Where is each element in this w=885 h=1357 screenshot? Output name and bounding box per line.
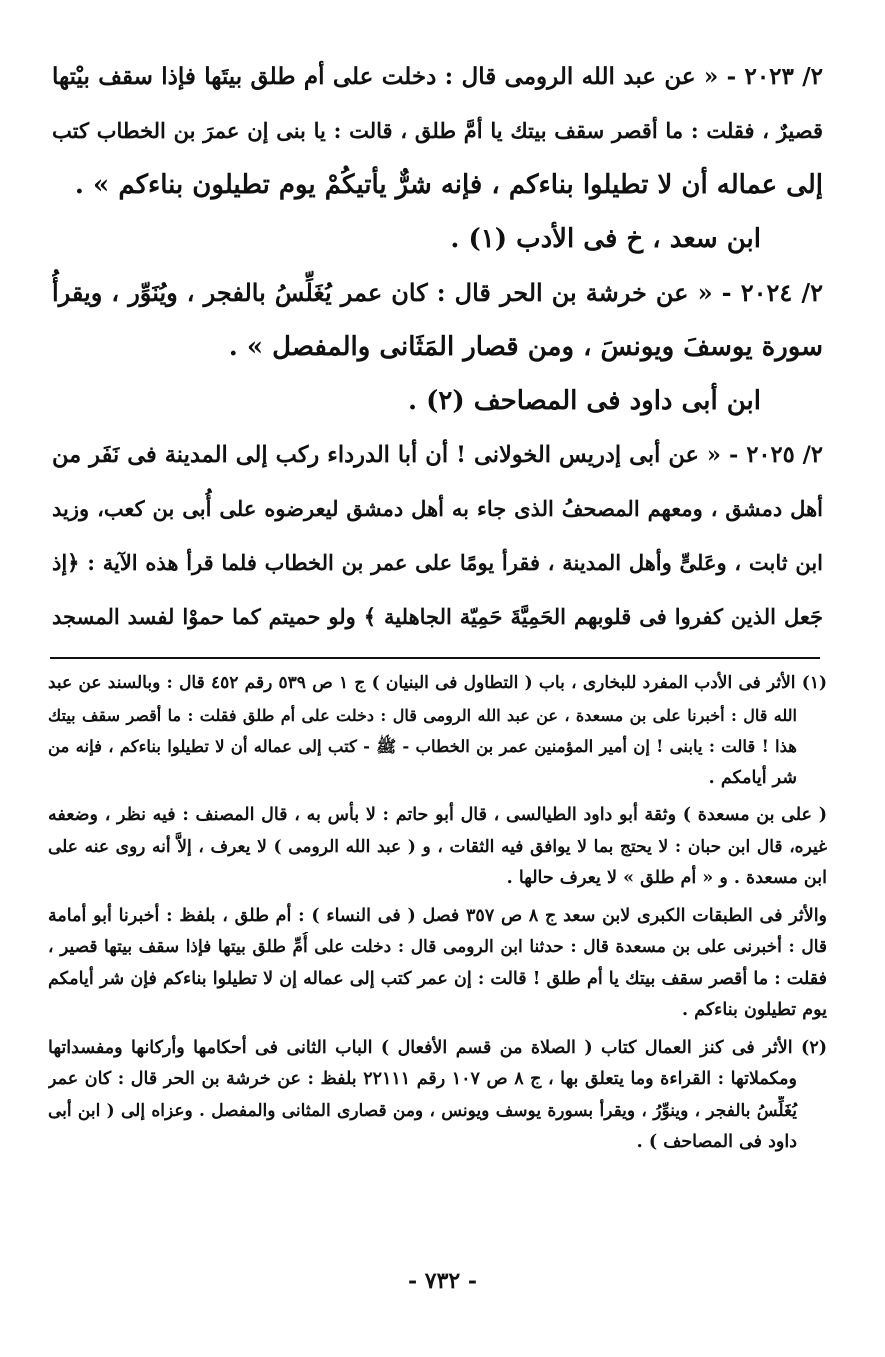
footnote-line: داود فى المصاحف ) . — [636, 1132, 797, 1152]
footnote-line: شر أيامكم . — [708, 767, 797, 788]
footnote-line: ( على بن مسعدة ) وثقة أبو داود الطيالسى ، قال أبو حاتم : لا بأس به ، قال المصنف : فيه نظر ، وضعفه — [48, 805, 827, 825]
main-text-line: ٢/ ٢٠٢٣ - « عن عبد الله الرومى قال : دخلت على أم طلق بيتَها فإذا سقف بيْتها — [52, 63, 823, 90]
main-text-line: سورة يوسفَ ويونسَ ، ومن قصار المَثَانى والمفصل » . — [228, 332, 823, 362]
main-text-line: قصيرٌ ، فقلت : ما أقصر سقف بيتك يا أمَّ طلق ، قالت : يا بنى إن عمرَ بن الخطاب كتب — [52, 118, 823, 143]
footnote-line: ابن مسعدة . و « أم طلق » لا يعرف حالها . — [506, 868, 827, 888]
footnote-line: قال : أخبرنى على بن مسعدة قال : حدثنا ابن الرومى قال : دخلت على أُمِّ طلق بيتها فإذا سقف بيتها قصير ، — [48, 937, 827, 957]
footnote-line: غيره، قال ابن حبان : لا يحتج بما لا يوافق فيه الثقات ، و ( عبد الله الرومى ) لا يعرف ، إلاَّ أنه روى عنه على — [48, 836, 827, 857]
footnotes-block — [48, 668, 827, 1159]
footnote-divider — [50, 657, 820, 659]
footnote-line: يُغَلِّسُ بالفجر ، وينوِّرُ ، ويقرأ بسورة يوسف ويونس ، ومن قصارى المثانى والمفصل . وعزاه إلى ( ابن أبى — [48, 1100, 797, 1121]
page-number: - ٧٣٢ - — [407, 1268, 478, 1294]
footnote-line: ومكملاتها : القراءة وما يتعلق بها ، ج ٨ ص ١٠٧ رقم ٢٢١١١ بلفظ : عن خرشة بن الحر قال : كان عمر — [48, 1069, 797, 1089]
main-text-line: ٢/ ٢٠٢٥ - « عن أبى إدريس الخولانى ! أن أبا الدرداء ركب إلى المدينة فى نَفَر من — [52, 442, 823, 468]
footnote-line: فقلت : ما أقصر سقف بيتك يا أم طلق ! قالت : إن عمر كتب إلى عماله إن لا تطيلوا بناءكم فإن شر أيامكم — [48, 968, 827, 989]
main-text-block — [52, 50, 823, 644]
main-text-line: ٢/ ٢٠٢٤ - « عن خرشة بن الحر قال : كان عمر يُغَلِّسُ بالفجر ، ويُنَوِّر ، ويقرأُ — [52, 278, 823, 307]
footnote-line: الله قال : أخبرنا على بن مسعدة ، عن عبد الله الرومى قال : دخلت على أم طلق فقلت : ما أقصر سقف بيتك — [48, 705, 797, 725]
source-citation: ابن أبى داود فى المصاحف (٢) . — [408, 386, 761, 416]
footnote-line: (٢) الأثر فى كنز العمال كتاب ( الصلاة من قسم الأفعال ) الباب الثانى فى أحكامها وأركانها ومفسداتها — [48, 1037, 827, 1058]
main-text-line: إلى عماله أن لا تطيلوا بناءكم ، فإنه شرٌّ يأتيكُمْ يوم تطيلون بناءكم » . — [74, 170, 823, 200]
main-text-line: أهل دمشق ، ومعهم المصحفُ الذى جاء به أهل دمشق ليعرضوه على أُبى بن كعب، وزيد — [52, 496, 823, 521]
main-text-line: ابن ثابت ، وعَلىٍّ وأهل المدينة ، فقرأ يومًا على عمر بن الخطاب فلما قرأ هذه الآية : ﴿إذ — [52, 550, 823, 575]
footnote-line: (١) الأثر فى الأدب المفرد للبخارى ، باب ( التطاول فى البنيان ) ج ١ ص ٥٣٩ رقم ٤٥٢ قال : وبالسند عن عبد — [48, 673, 827, 693]
footnote-line: هذا ! قالت : يابنى ! إن أمير المؤمنين عمر بن الخطاب - ﷺ - كتب إلى عماله أن لا تطيلوا بناءكم ، فإنه من — [48, 737, 797, 756]
footnote-line: يوم تطيلون بناءكم . — [682, 1000, 827, 1020]
footnote-line: والأثر فى الطبقات الكبرى لابن سعد ج ٨ ص ٣٥٧ فصل ( فى النساء ) : أم طلق ، بلفظ : أخبرنا أبو أمامة — [48, 905, 827, 926]
main-text-line: جَعل الذين كفروا فى قلوبهم الحَمِيَّةَ حَمِيّة الجاهلية ﴾ ولو حميتم كما حموْا لفسد المسجد — [52, 604, 823, 629]
source-citation: ابن سعد ، خ فى الأدب (١) . — [450, 224, 761, 254]
